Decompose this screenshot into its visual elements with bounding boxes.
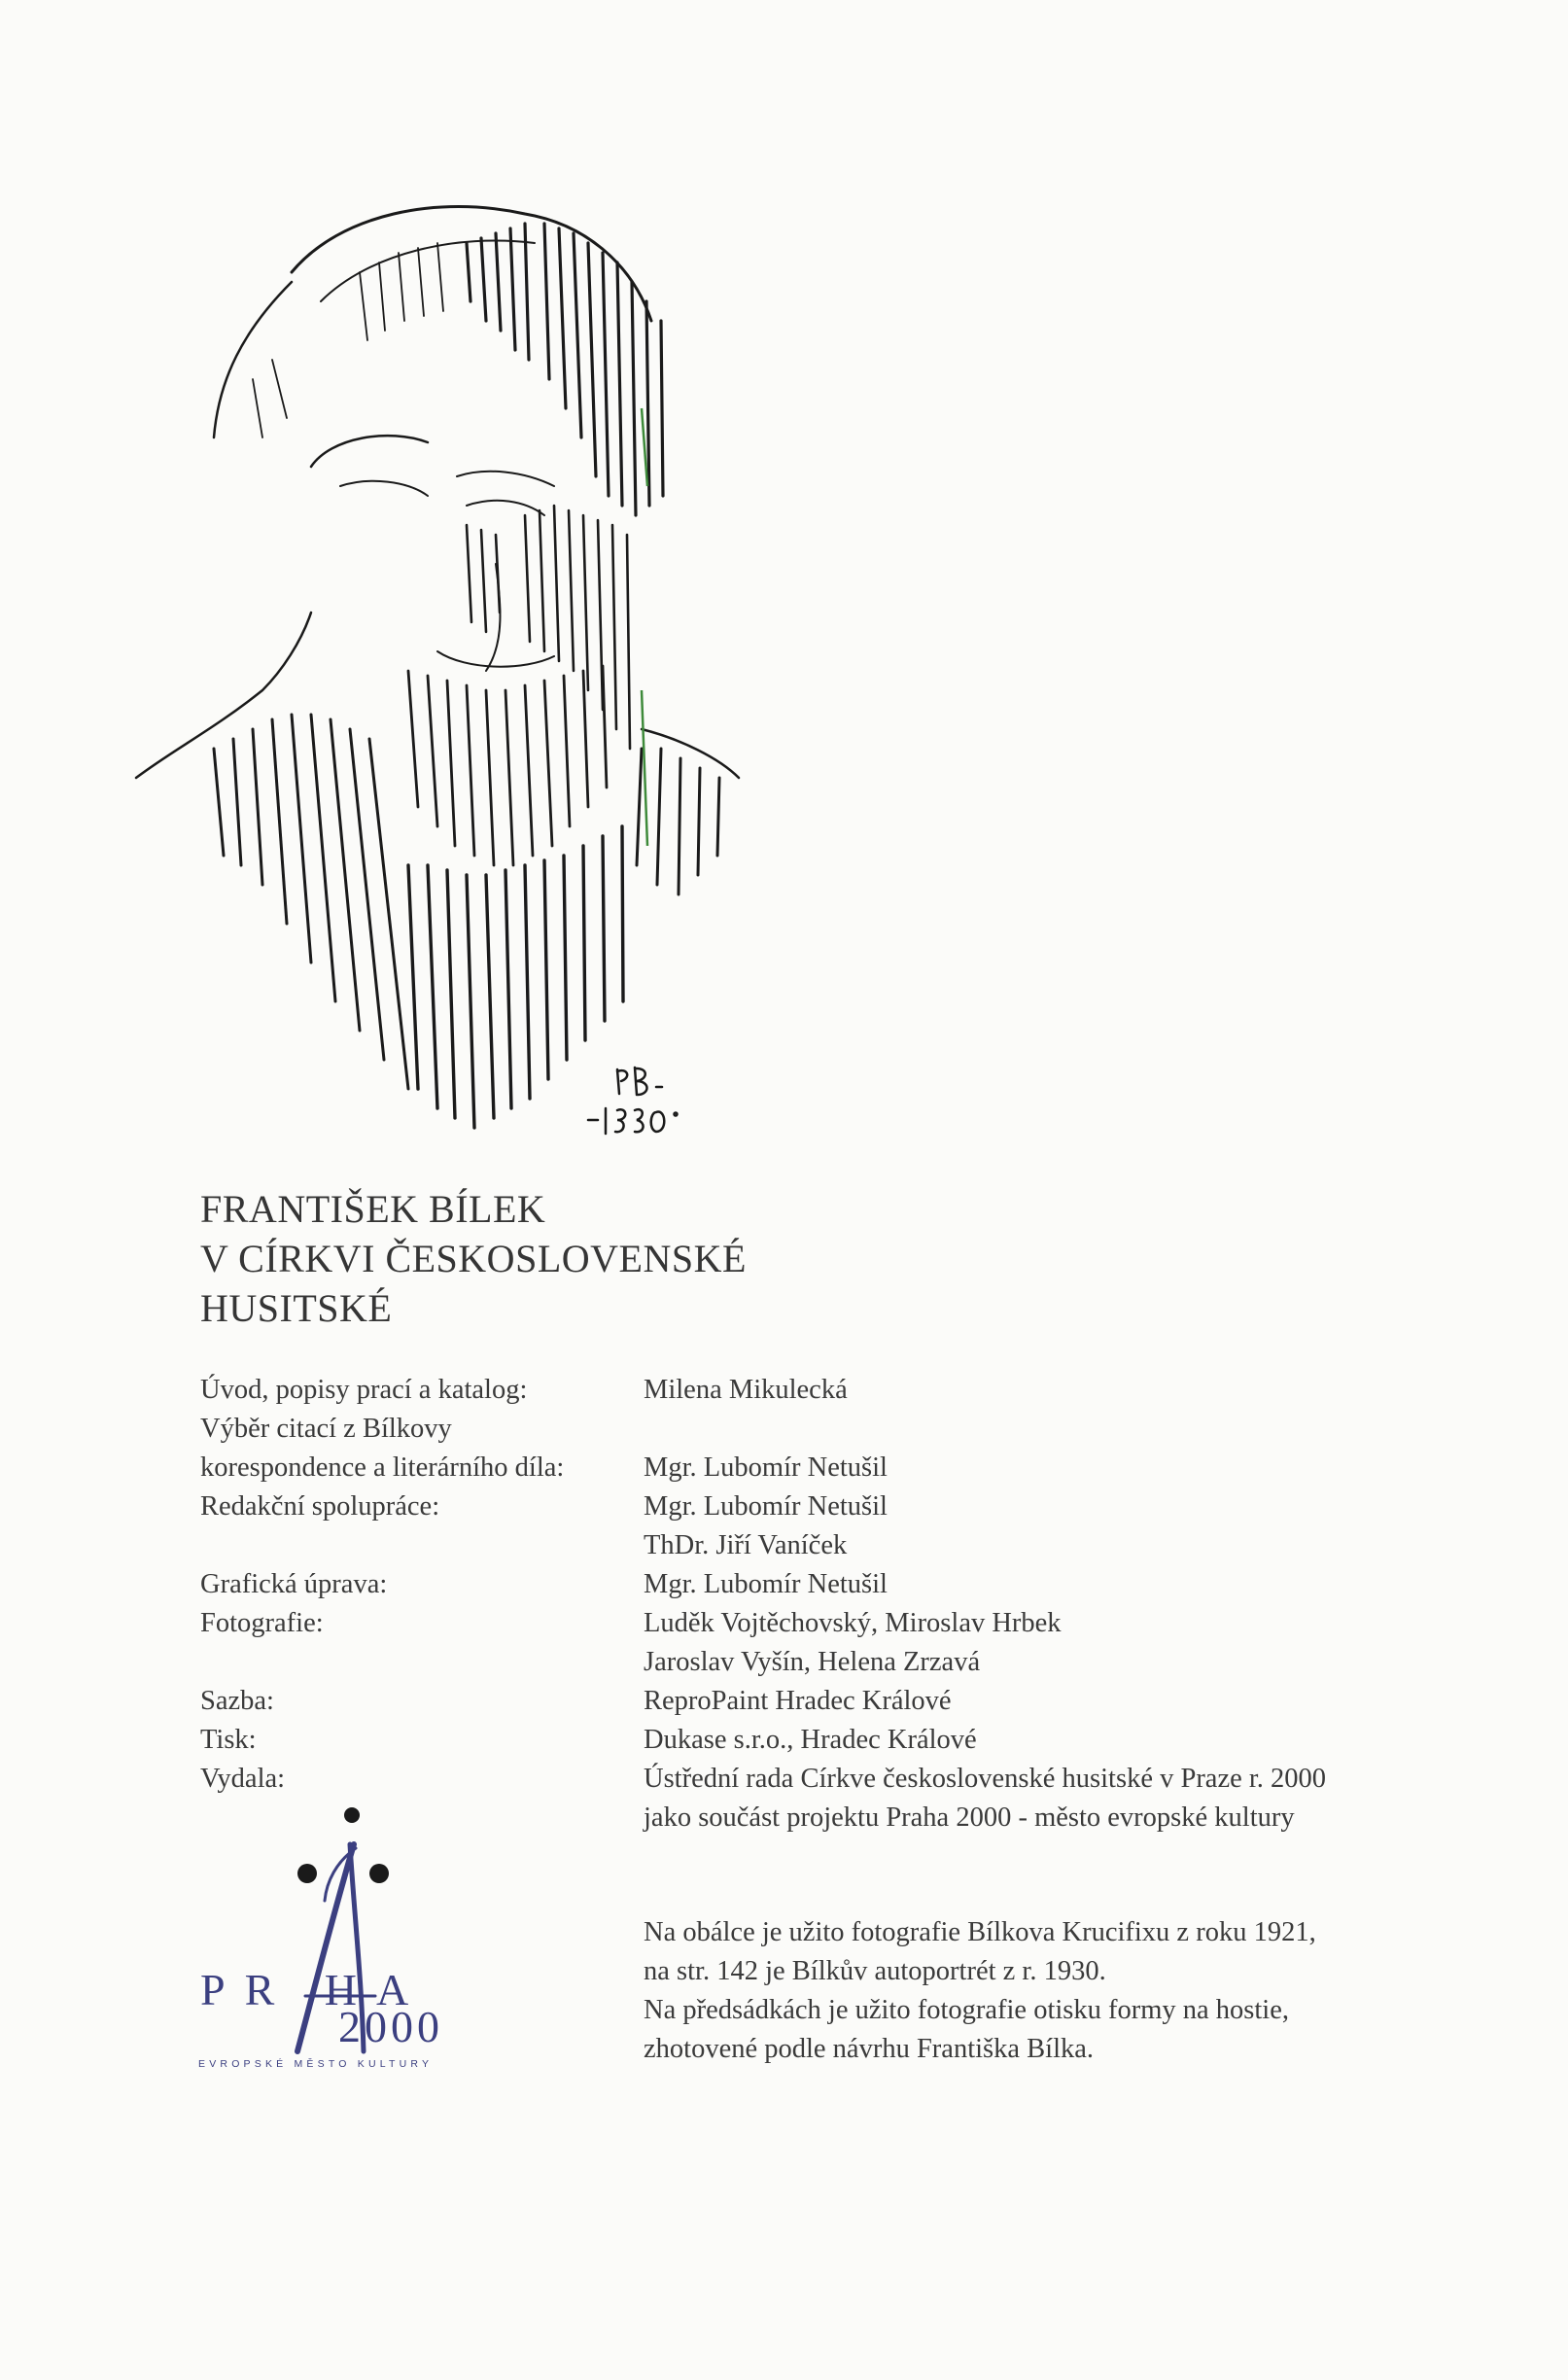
credit-label: Vydala: [200,1764,286,1794]
credit-value: Mgr. Lubomír Netušil [644,1569,888,1599]
credit-row [200,1488,1464,1526]
credit-value: Dukase s.r.o., Hradec Králové [644,1725,977,1755]
credit-label [200,1526,644,1565]
note-line: na str. 142 je Bílkův autoportrét z r. 1930. [644,1956,1106,1986]
note-line: Na obálce je užito fotografie Bílkova Krucifixu z roku 1921, [644,1917,1316,1947]
note-line: Na předsádkách je užito fotografie otisku formy na hostie, [644,1995,1290,2025]
title-line: HUSITSKÉ [200,1286,393,1330]
logo-letters: PR HA [200,1965,429,2014]
credit-label: Grafická úprava: [200,1569,388,1599]
credit-label: Tisk: [200,1725,257,1755]
signature [578,1060,705,1147]
credit-value: ReproPaint Hradec Králové [644,1686,952,1716]
credit-value: Luděk Vojtěchovský, Miroslav Hrbek [644,1608,1062,1638]
credit-label: Výběr citací z Bílkovy [200,1414,452,1444]
credit-row [200,1526,1464,1565]
book-title [200,1184,747,1333]
credit-label: Úvod, popisy prací a katalog: [200,1375,528,1405]
credit-row [200,1604,1464,1643]
credit-row [200,1371,1464,1410]
credit-row [200,1760,1464,1799]
credit-row [200,1682,1464,1721]
credit-label [200,1643,644,1682]
self-portrait-sketch [117,185,758,1138]
credit-value: ThDr. Jiří Vaníček [644,1530,848,1560]
credit-value: Ústřední rada Církve československé husitské v Praze r. 2000 [644,1764,1327,1794]
logo-year: 2000 [338,2002,443,2051]
credit-row [200,1565,1464,1604]
credit-value: jako součást projektu Praha 2000 - město evropské kultury [644,1802,1295,1833]
credit-value: Milena Mikulecká [644,1375,848,1405]
credit-label: korespondence a literárního díla: [200,1452,565,1483]
credit-row [200,1410,1464,1449]
credit-row [200,1643,1464,1682]
title-line: V CÍRKVI ČESKOSLOVENSKÉ [200,1237,747,1280]
credit-row [200,1721,1464,1760]
logo-subtitle: EVROPSKÉ MĚSTO KULTURY [198,2058,434,2070]
credit-label: Fotografie: [200,1608,324,1638]
credit-value: Mgr. Lubomír Netušil [644,1491,888,1522]
credit-row [200,1449,1464,1488]
credit-value: Mgr. Lubomír Netušil [644,1452,888,1483]
credit-label: Redakční spolupráce: [200,1491,440,1522]
note-line: zhotovené podle návrhu Františka Bílka. [644,2034,1095,2064]
title-line: FRANTIŠEK BÍLEK [200,1187,546,1231]
credit-label: Sazba: [200,1686,274,1716]
credits-list [200,1371,1464,1838]
cover-note [644,1913,1480,2069]
credit-value: Jaroslav Vyšín, Helena Zrzavá [644,1647,981,1677]
